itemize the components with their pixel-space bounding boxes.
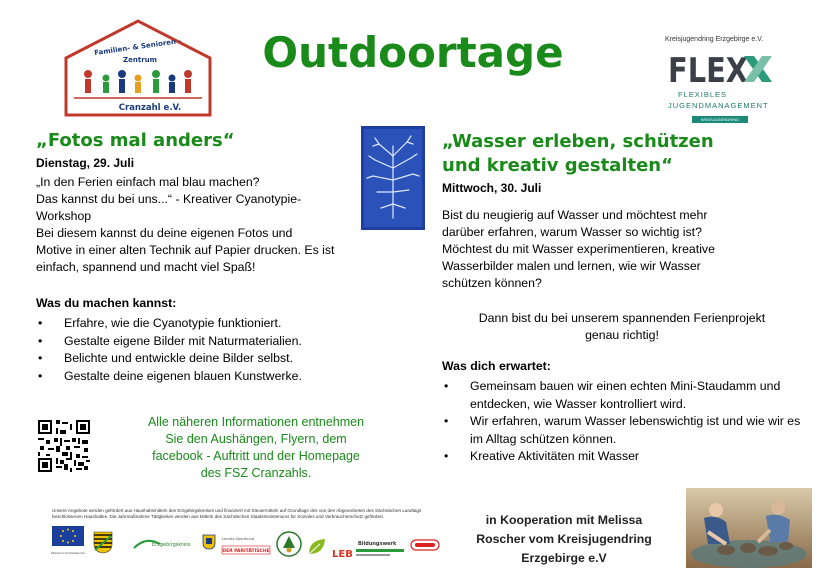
eu-label: Kofinanziert von der Europäischen Union <box>51 551 86 555</box>
right-invite-line: Dann bist du bei unserem spannenden Ferienprojekt <box>478 311 766 325</box>
right-invite <box>442 310 802 344</box>
right-intro-line: Wasserbilder malen und lernen, wie wir Wasser <box>442 259 701 273</box>
flex-organization-label: Kreisjugendring Erzgebirge e.V. <box>665 36 764 43</box>
info-line: Sie den Aushängen, Flyern, dem <box>165 432 347 446</box>
flex-sponsor-bar: KREISJUGENDRING <box>692 116 748 123</box>
left-intro-line: Das kannst du bei uns...“ - Kreativer Cyanotypie- <box>36 192 302 206</box>
list-item: • Wir erfahren, warum Wasser lebenswichtig ist und wie wir es im Alltag schützen können. <box>442 413 804 448</box>
info-line: des FSZ Cranzahls. <box>200 466 312 480</box>
erzgebirgskreis-label: Erzgebirgskreis <box>152 542 191 548</box>
funding-notice: Unsere Angebote werden gefördert aus Haushaltsmitteln des Erzgebirgskreises und finanziert mit Steuermitteln auf Grundlage des von den Abgeordneten des Sächsischen Landtags beschlossenen Haushaltes. Die Jahrmaßnahme Tätigkeiten werden aus Mitteln des Sächsischen Staatsministeriums für Soziales und Verbraucherschutz gefördert. <box>52 508 422 519</box>
right-intro-line: Bist du neugierig auf Wasser und möchtest mehr <box>442 208 708 222</box>
right-heading-line: und kreativ gestalten“ <box>442 155 673 176</box>
crest-icon <box>202 534 216 550</box>
flex-x-mark-icon <box>744 56 772 82</box>
left-intro <box>36 174 361 276</box>
qr-code-icon <box>38 420 90 472</box>
logo-top-text: Familien- & Senioren - <box>93 36 182 58</box>
flex-subtitle-line1: FLEXIBLES <box>678 90 728 99</box>
cyanotype-print-image <box>361 126 425 230</box>
right-intro-line: darüber erfahren, warum Wasser so wichtig ist? <box>442 225 702 239</box>
flex-wordmark-text: FLEX <box>668 51 748 91</box>
sponsor-logos <box>50 526 440 570</box>
right-activity-list <box>442 378 804 466</box>
info-text <box>112 414 400 482</box>
flex-subtitle-line2: JUGENDMANAGEMENT <box>668 101 769 110</box>
right-invite-line: genau richtig! <box>585 328 659 342</box>
logo-middle-text: Zentrum <box>123 56 157 64</box>
left-intro-line: Bei diesem kannst du deine eigenen Fotos und <box>36 226 293 240</box>
list-item: • Gestalte deine eigenen blauen Kunstwerke. <box>36 368 366 386</box>
list-item: • Gestalte eigene Bilder mit Naturmaterialien. <box>36 333 366 351</box>
left-activity-list <box>36 315 366 385</box>
svg-text:LEB: LEB <box>332 549 353 560</box>
page-title: Outdoortage <box>262 28 564 77</box>
bildungswerk-label: Bildungswerk <box>358 541 397 547</box>
list-item: • Erfahre, wie die Cyanotypie funktioniert. <box>36 315 366 333</box>
left-heading: „Fotos mal anders“ <box>36 130 235 151</box>
right-heading-line: „Wasser erleben, schützen <box>442 131 714 152</box>
left-subheading: Was du machen kannst: <box>36 296 177 310</box>
svg-text:Landes-Sportbund: Landes-Sportbund <box>222 537 255 541</box>
list-item: • Gemeinsam bauen wir einen echten Mini-Staudamm und entdecken, wie Wasser kontrolliert wird. <box>442 378 804 413</box>
saxony-coat-of-arms-icon <box>92 530 114 554</box>
info-line: facebook - Auftritt und der Homepage <box>152 449 360 463</box>
info-line: Alle näheren Informationen entnehmen <box>147 415 365 429</box>
list-item: • Belichte und entwickle deine Bilder selbst. <box>36 350 366 368</box>
erzgebirgskreis-logo <box>132 534 194 552</box>
left-date: Dienstag, 29. Juli <box>36 156 135 170</box>
left-intro-line: Workshop <box>36 209 92 223</box>
cooperation-text <box>456 511 672 568</box>
red-pill-logo <box>410 538 440 552</box>
cooperation-line: Roscher vom Kreisjugendring <box>476 532 652 546</box>
cooperation-line: in Kooperation mit Melissa <box>485 513 643 527</box>
right-heading <box>442 130 714 178</box>
right-intro <box>442 207 802 292</box>
left-intro-line: einfach, spannend und macht viel Spaß! <box>36 260 256 274</box>
paritaetische-logo <box>222 534 270 558</box>
right-intro-line: Möchtest du mit Wasser experimentieren, kreative <box>442 242 715 256</box>
right-intro-line: schützen können? <box>442 276 542 290</box>
left-intro-line: „In den Ferien einfach mal blau machen? <box>36 175 260 189</box>
lfb-logo <box>332 546 353 560</box>
right-subheading: Was dich erwartet: <box>442 359 551 373</box>
bildungswerk-logo <box>354 536 406 560</box>
paritaet-label: DER PARITÄTISCHE <box>222 549 270 554</box>
logo-bottom-text: Cranzahl e.V. <box>118 103 182 113</box>
right-date: Mittwoch, 30. Juli <box>442 181 542 195</box>
eu-flag-icon <box>50 526 86 560</box>
left-intro-line: Motive in einer alten Technik auf Papier drucken. Es ist <box>36 243 335 257</box>
flex-logo-wordmark <box>668 51 773 91</box>
cooperation-line: Erzgebirge e.V <box>521 551 607 565</box>
leaf-logo-icon <box>306 536 328 558</box>
children-playing-water-photo <box>686 488 812 568</box>
green-badge-icon <box>276 530 302 560</box>
list-item: • Kreative Aktivitäten mit Wasser <box>442 448 804 466</box>
